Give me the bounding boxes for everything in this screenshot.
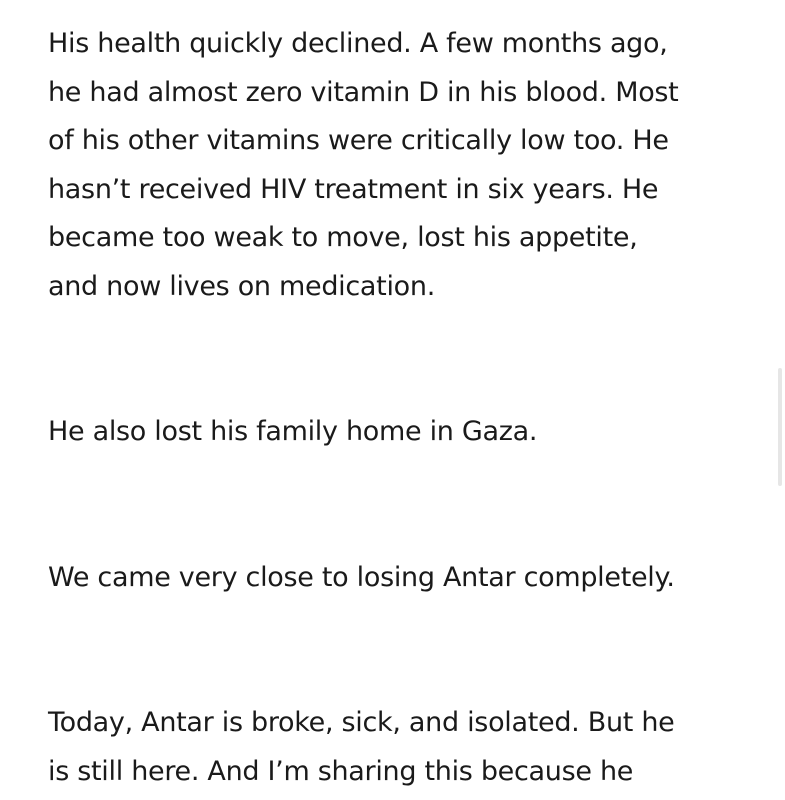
paragraph-today [48,699,748,796]
paragraph-spacer [48,311,748,408]
text-line: We came very close to losing Antar completely. [48,561,675,593]
text-line: became too weak to move, lost his appetite, [48,222,638,253]
paragraph-health-decline [48,20,748,311]
text-line: His health quickly declined. A few months ago, [48,28,668,59]
paragraph-spacer [48,457,748,554]
paragraph-close-to-losing [48,554,748,603]
text-line: of his other vitamins were critically low too. He [48,125,669,156]
text-line: and now lives on medication. [48,270,435,302]
text-line: is still here. And I’m sharing this because he [48,755,634,787]
text-line: He also lost his family home in Gaza. [48,416,538,447]
paragraph-spacer [48,602,748,699]
paragraph-lost-home [48,408,748,457]
text-line: Today, Antar is broke, sick, and isolated. But he [48,707,675,738]
scrollbar-thumb[interactable] [778,368,782,486]
text-line: hasn’t received HIV treatment in six years. He [48,173,659,205]
text-line: he had almost zero vitamin D in his blood. Most [48,76,679,108]
article-body [48,20,748,796]
